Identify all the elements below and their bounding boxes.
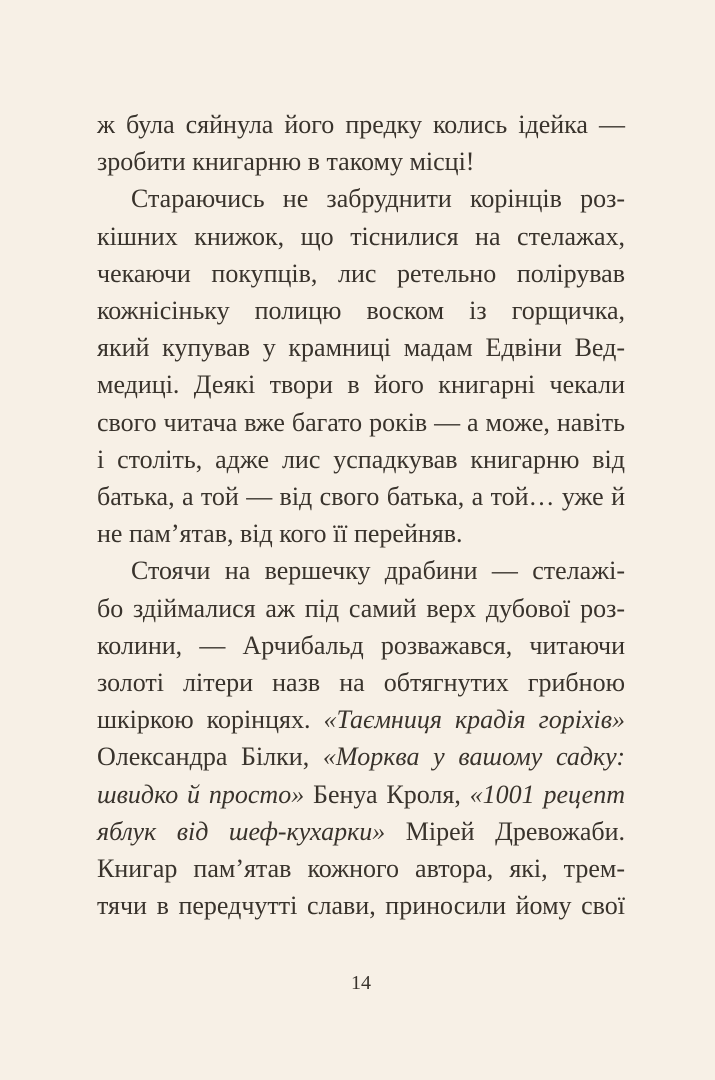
text-line xyxy=(97,143,625,180)
book-title-italic: «Таємниця крадія горіхів» xyxy=(323,705,625,735)
text-segment: Олександра Білки, xyxy=(97,742,323,772)
book-title-italic: «1001 рецепт xyxy=(469,779,625,809)
text-segment: кішних книжок, що тіснилися на стелажах, xyxy=(97,221,625,251)
text-line xyxy=(97,180,625,217)
text-line xyxy=(97,106,625,143)
text-segment: золоті літери назв на обтягнутих грибною xyxy=(97,668,625,698)
text-line xyxy=(97,292,625,329)
book-title-italic: швидко й просто» xyxy=(97,779,305,809)
text-segment: Книгар пам’ятав кожного автора, які, трем- xyxy=(97,854,625,884)
text-segment: медиці. Деякі твори в його книгарні чекали xyxy=(97,370,625,400)
text-line xyxy=(97,850,625,887)
text-line xyxy=(97,627,625,664)
text-line xyxy=(97,552,625,589)
text-line xyxy=(97,887,625,924)
text-line xyxy=(97,701,625,738)
text-line xyxy=(97,441,625,478)
text-segment: чекаючи покупців, лис ретельно полірував xyxy=(97,258,625,288)
text-segment: який купував у крамниці мадам Едвіни Вед- xyxy=(97,333,625,363)
text-line xyxy=(97,664,625,701)
text-segment: кожнісіньку полицю воском із горщичка, xyxy=(97,296,625,326)
text-segment: колини, — Арчибальд розважався, читаючи xyxy=(97,630,625,660)
text-segment: ж була сяйнула його предку колись ідейка — xyxy=(97,110,625,139)
text-line xyxy=(97,329,625,366)
text-segment: і століть, адже лис успадкував книгарню від xyxy=(97,444,625,474)
text-segment: тячи в передчутті слави, приносили йому свої xyxy=(97,891,625,921)
text-line xyxy=(97,813,625,850)
text-segment: Стоячи на вершечку драбини — стелажі- xyxy=(131,556,625,586)
text-segment: бо здіймалися аж під самий верх дубової роз- xyxy=(97,593,625,623)
text-line xyxy=(97,366,625,403)
text-line xyxy=(97,218,625,255)
text-segment: Стараючись не забруднити корінців роз- xyxy=(131,184,625,214)
text-segment: шкіркою корінцях. xyxy=(97,705,324,735)
book-title-italic: «Морква у вашому садку: xyxy=(322,742,626,772)
page-text xyxy=(97,106,625,924)
text-line xyxy=(97,515,625,552)
text-segment: зробити книгарню в такому місці! xyxy=(97,147,475,177)
text-segment: Бенуа Кроля, xyxy=(304,779,470,809)
book-title-italic: яблук від шеф-кухарки» xyxy=(97,816,386,846)
text-segment: не пам’ятав, від кого її перейняв. xyxy=(97,519,463,549)
text-line xyxy=(97,478,625,515)
text-line xyxy=(97,776,625,813)
text-line xyxy=(97,738,625,775)
text-line xyxy=(97,404,625,441)
text-segment: батька, а той — від свого батька, а той… уже й xyxy=(97,482,625,512)
text-line xyxy=(97,255,625,292)
text-line xyxy=(97,590,625,627)
text-segment: свого читача вже багато років — а може, навіть xyxy=(97,407,625,437)
text-segment: Мірей Древожаби. xyxy=(385,816,625,846)
page-number: 14 xyxy=(351,972,371,994)
